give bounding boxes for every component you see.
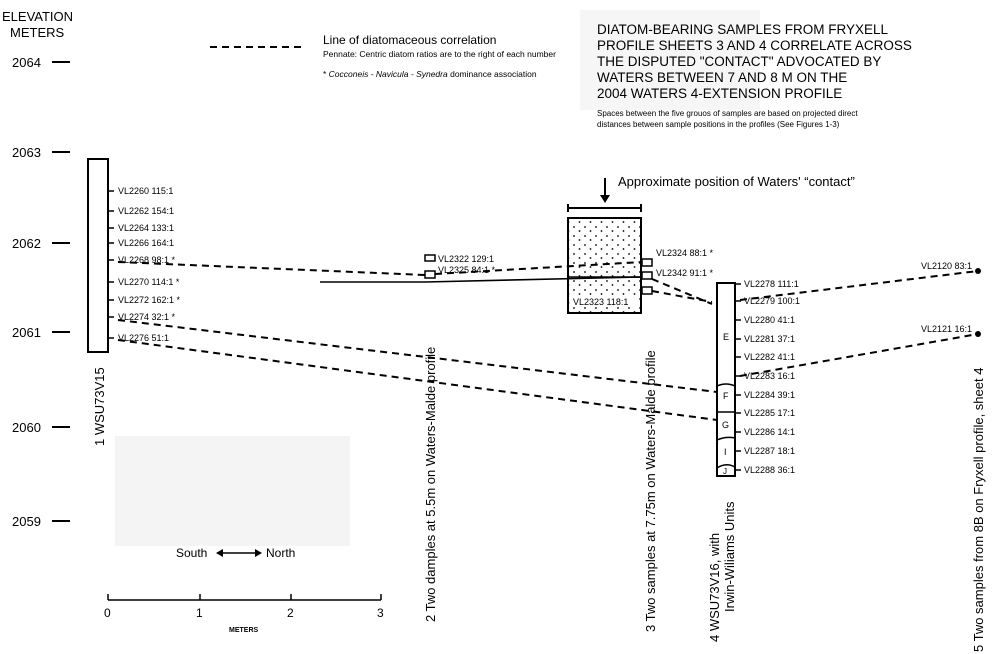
sample-label: VL2276 51:1 <box>118 333 170 343</box>
axis-tick-label: 2060 <box>12 420 41 435</box>
sample-label: VL2280 41:1 <box>744 315 796 325</box>
unit-label: I <box>724 447 727 457</box>
title-line: THE DISPUTED "CONTACT" ADVOCATED BY <box>597 54 882 69</box>
profile3-label: 3 Two samples at 7.75m on Waters-Malde profile <box>643 350 658 632</box>
sample-box <box>425 255 435 261</box>
correlation-line <box>652 291 712 302</box>
scale-tick-label: 2 <box>287 606 294 620</box>
legend-dominance-note: * Cocconeis - Navicula - Synedra dominance association <box>323 69 537 79</box>
sample-box <box>642 272 652 279</box>
sample-label: VL2272 162:1 * <box>118 295 181 305</box>
arrow-right-icon <box>255 549 262 557</box>
sample-box <box>425 271 435 278</box>
sample-label: VL2121 16:1 <box>921 324 973 334</box>
profile1-column <box>88 159 108 352</box>
axis-tick-label: 2059 <box>12 514 41 529</box>
title-line: PROFILE SHEETS 3 AND 4 CORRELATE ACROSS <box>597 38 912 53</box>
sample-label: VL2324 88:1 * <box>656 248 714 258</box>
title-line: WATERS BETWEEN 7 AND 8 M ON THE <box>597 70 848 85</box>
correlation-lines <box>118 262 978 420</box>
sample-label: VL2279 100:1 <box>744 296 801 306</box>
profile4-label: 4 WSU73V16, with <box>707 532 722 642</box>
axis-title: ELEVATION <box>2 9 74 24</box>
sample-label: VL2283 16:1 <box>744 371 796 381</box>
unit-label: F <box>723 391 729 401</box>
profile5-label: 5 Two samples from 8B on Fryxell profile, sheet 4 <box>971 367 986 652</box>
sample-label: VL2262 154:1 <box>118 206 175 216</box>
sample-label: VL2342 91:1 * <box>656 268 714 278</box>
scale-tick-label: 3 <box>377 606 384 620</box>
sample-label: VL2260 115:1 <box>118 186 174 196</box>
title-line: 2004 WATERS 4-EXTENSION PROFILE <box>597 86 843 101</box>
sample-label: VL2120 83:1 <box>921 261 973 271</box>
contact-label: Approximate position of Waters' “contact” <box>618 174 855 189</box>
correlation-line <box>118 320 717 392</box>
contact-bracket <box>568 204 641 212</box>
correlation-line <box>118 340 717 420</box>
axis-tick-label: 2061 <box>12 325 41 340</box>
sample-label: VL2281 37:1 <box>744 334 796 344</box>
sample-label: VL2274 32:1 * <box>118 312 176 322</box>
sample-label: VL2266 164:1 <box>118 238 175 248</box>
scale-tick-label: 0 <box>104 606 111 620</box>
sample-box <box>642 259 652 266</box>
axis-tick-label: 2064 <box>12 55 41 70</box>
title-line: DIATOM-BEARING SAMPLES FROM FRYXELL <box>597 22 889 37</box>
legend-label: Line of diatomaceous correlation <box>323 33 497 47</box>
sample-point <box>975 331 981 337</box>
sample-label: VL2278 111:1 <box>744 279 799 289</box>
background-patch <box>115 436 350 546</box>
sample-label: VL2282 41:1 <box>744 352 796 362</box>
axis-title: METERS <box>10 25 65 40</box>
title-note: distances between sample positions in the profiles (See Figures 1-3) <box>597 120 840 129</box>
arrow-down-icon <box>600 195 610 203</box>
sample-box <box>642 287 652 294</box>
scale-unit: METERS <box>229 627 259 634</box>
profile1-label: 1 WSU73V15 <box>92 367 107 446</box>
direction-south: South <box>176 546 208 560</box>
profile2-label: 2 Two damples at 5.5m on Waters-Malde profile <box>423 346 438 622</box>
title-note: Spaces between the five grouos of samples are based on projected direct <box>597 109 858 118</box>
axis-tick-label: 2063 <box>12 145 41 160</box>
sample-label: VL2287 18:1 <box>744 446 796 456</box>
elevation-axis <box>12 55 70 529</box>
unit-label: G <box>722 420 730 430</box>
unit-label: E <box>723 332 730 342</box>
sample-label: VL2322 129:1 <box>438 254 495 264</box>
sample-label: VL2288 36:1 <box>744 465 796 475</box>
direction-north: North <box>266 546 296 560</box>
distance-scale <box>104 594 384 620</box>
sample-label: VL2325 84:1 * <box>438 265 496 275</box>
profile4-label: Irwin-Wiliams Units <box>722 501 737 612</box>
sample-label: VL2285 17:1 <box>744 408 796 418</box>
sample-label: VL2264 133:1 <box>118 223 175 233</box>
axis-tick-label: 2062 <box>12 236 41 251</box>
profile4-samples <box>735 279 800 475</box>
legend-ratio-note: Pennate: Centric diatom ratios are to the right of each number <box>323 49 556 59</box>
sample-label: VL2286 14:1 <box>744 427 796 437</box>
sample-label: VL2270 114:1 * <box>118 277 180 287</box>
sample-label: VL2323 118:1 <box>573 297 629 307</box>
figure-title <box>597 22 912 101</box>
profile1-samples <box>108 186 181 343</box>
scale-tick-label: 1 <box>196 606 203 620</box>
sample-label: VL2284 39:1 <box>744 390 796 400</box>
sample-point <box>975 268 981 274</box>
unit-label: J <box>723 467 727 476</box>
sample-label: VL2268 98:1 * <box>118 255 176 265</box>
arrow-left-icon <box>216 549 223 557</box>
